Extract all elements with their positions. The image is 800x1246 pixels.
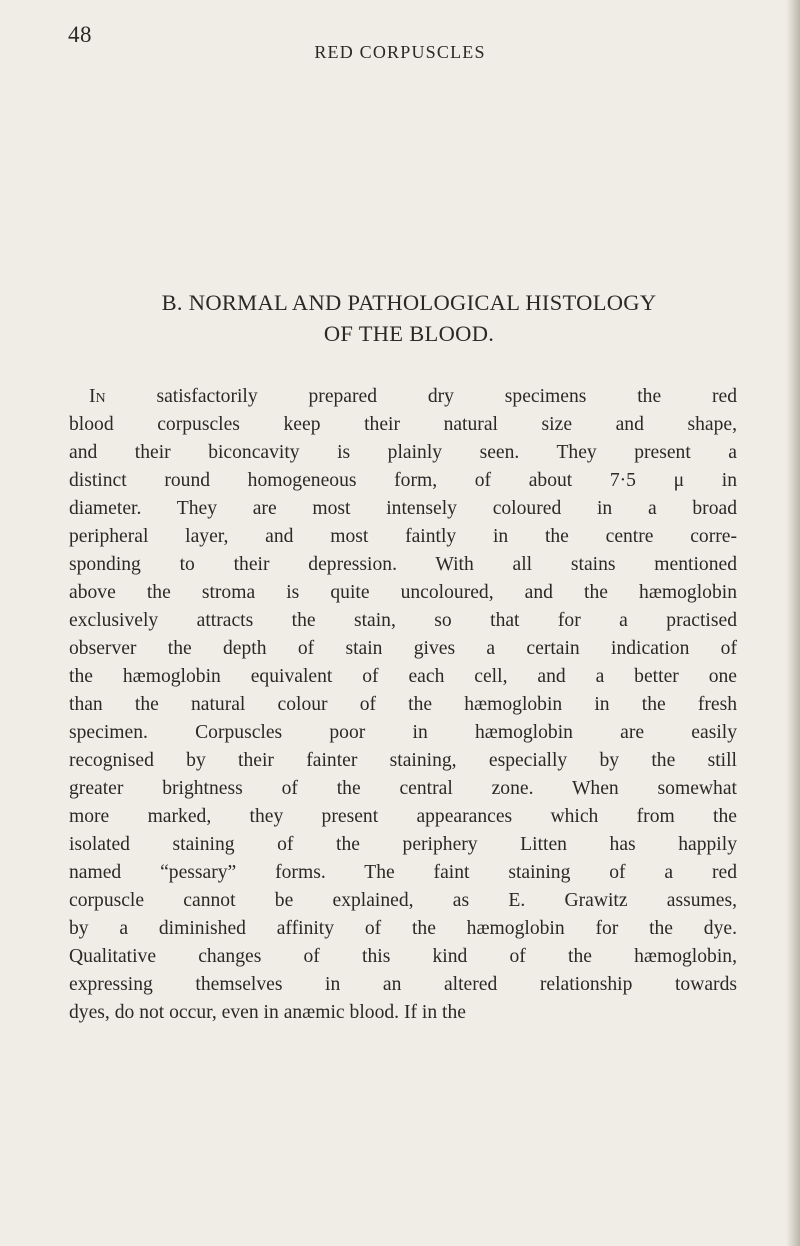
text-line-content: satisfactorily prepared dry specimens the red [156, 386, 737, 407]
lead-word: In [89, 386, 106, 407]
running-head: RED CORPUSCLES [314, 42, 486, 62]
text-line: greater brightness of the central zone. When somewhat [69, 778, 737, 799]
text-line: expressing themselves in an altered relationship towards [69, 974, 737, 995]
text-line [69, 383, 737, 411]
text-line: sponding to their depression. With all stains mentioned [69, 554, 737, 575]
text-line: diameter. They are most intensely coloured in a broad [69, 498, 737, 519]
text-line: distinct round homogeneous form, of about 7·5 μ in [69, 470, 737, 491]
text-line: blood corpuscles keep their natural size and shape, [69, 414, 737, 435]
section-heading [64, 287, 754, 349]
section-heading-line-1: B. NORMAL AND PATHOLOGICAL HISTOLOGY [161, 290, 657, 315]
text-line: and their biconcavity is plainly seen. They present a [69, 442, 737, 463]
text-line: peripheral layer, and most faintly in the centre corre- [69, 526, 737, 547]
text-line: exclusively attracts the stain, so that for a practised [69, 610, 737, 631]
text-line: the hæmoglobin equivalent of each cell, and a better one [69, 666, 737, 687]
text-line: than the natural colour of the hæmoglobin in the fresh [69, 694, 737, 715]
text-line: by a diminished affinity of the hæmoglobin for the dye. [69, 918, 737, 939]
text-line: more marked, they present appearances which from the [69, 806, 737, 827]
text-line: corpuscle cannot be explained, as E. Grawitz assumes, [69, 890, 737, 911]
page-number: 48 [68, 22, 92, 47]
section-heading-line-2: OF THE BLOOD. [323, 321, 495, 346]
text-line: Qualitative changes of this kind of the hæmoglobin, [69, 946, 737, 967]
text-line: specimen. Corpuscles poor in hæmoglobin are easily [69, 722, 737, 743]
text-line: recognised by their fainter staining, especially by the still [69, 750, 737, 771]
text-line: above the stroma is quite uncoloured, and the hæmoglobin [69, 582, 737, 603]
text-line: isolated staining of the periphery Litten has happily [69, 834, 737, 855]
page-edge-shadow [786, 0, 800, 1246]
body-paragraph [69, 383, 737, 1027]
text-line: observer the depth of stain gives a certain indication of [69, 638, 737, 659]
text-line: dyes, do not occur, even in anæmic blood. If in the [69, 1002, 466, 1023]
text-line: named “pessary” forms. The faint staining of a red [69, 862, 737, 883]
